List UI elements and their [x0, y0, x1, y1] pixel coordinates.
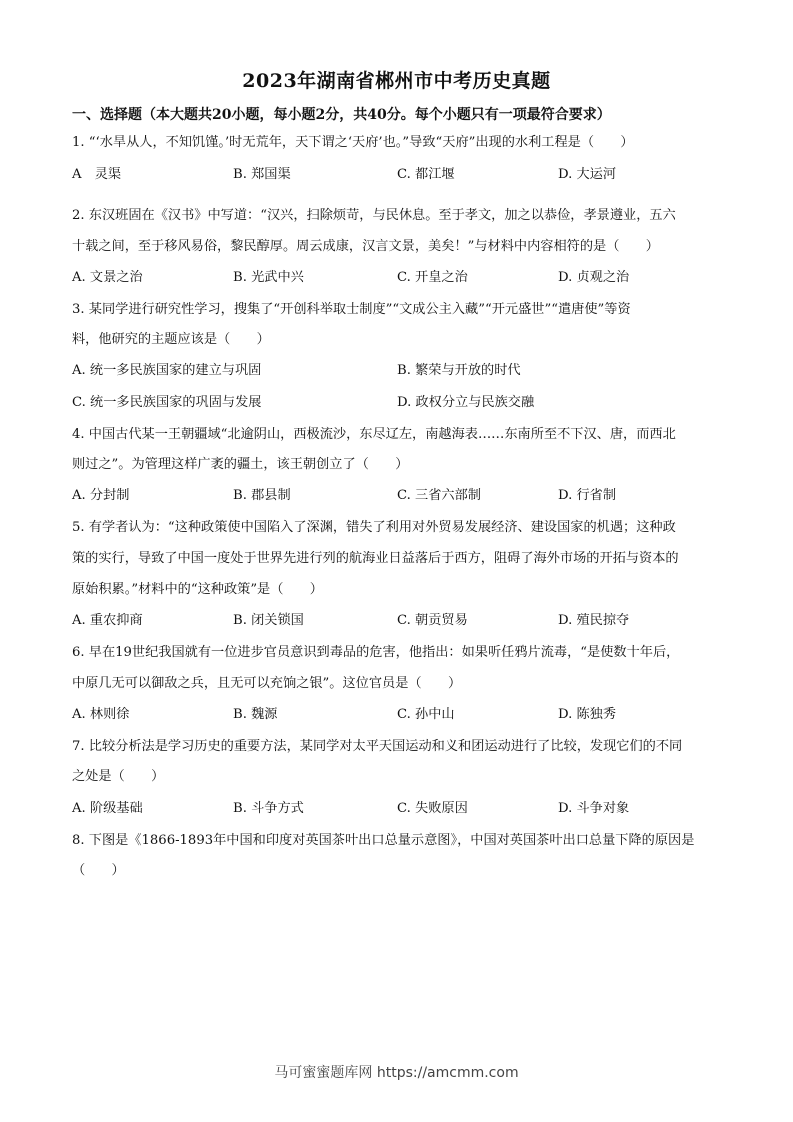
option-b: B. 繁荣与开放的时代 — [397, 363, 521, 378]
question-6-line-2: 中原几无可以御敌之兵，且无可以充饷之银”。这位官员是（ ） — [72, 676, 462, 691]
page-title: 2023年湖南省郴州市中考历史真题 — [242, 70, 551, 92]
question-3-options-row-2 — [72, 393, 732, 413]
option-c: C. 统一多民族国家的巩固与发展 — [72, 395, 262, 410]
section-heading: 一、选择题（本大题共20小题，每小题2分，共40分。每个小题只有一项最符合要求） — [72, 107, 611, 123]
option-b: B. 闭关锁国 — [233, 613, 304, 628]
option-b: B. 郡县制 — [233, 488, 291, 503]
question-4-line-1: 4. 中国古代某一王朝疆域“北逾阴山，西极流沙，东尽辽左，南越海表……东南所至不下汉、唐，而西北 — [72, 427, 676, 442]
question-4-line-2: 则过之”。为管理这样广袤的疆土，该王朝创立了（ ） — [72, 457, 409, 472]
question-7-line-2: 之处是（ ） — [72, 769, 165, 784]
question-2-line-2: 十载之间，至于移风易俗，黎民醇厚。周云成康，汉言文景，美矣！”与材料中内容相符的是（ ） — [72, 239, 659, 254]
question-1-options — [72, 165, 732, 185]
option-a: A. 分封制 — [72, 488, 130, 503]
question-8-line-2: （ ） — [72, 863, 125, 878]
option-b: B. 郑国渠 — [233, 167, 291, 182]
option-d: D. 贞观之治 — [558, 270, 630, 285]
option-a: A. 阶级基础 — [72, 801, 143, 816]
option-c: C. 失败原因 — [397, 801, 468, 816]
option-b: B. 魏源 — [233, 707, 278, 722]
question-3-line-2: 料，他研究的主题应该是（ ） — [72, 332, 270, 347]
option-a: A. 林则徐 — [72, 707, 130, 722]
option-b: B. 光武中兴 — [233, 270, 304, 285]
question-2-line-1: 2. 东汉班固在《汉书》中写道：“汉兴，扫除烦苛，与民休息。至于孝文，加之以恭俭，孝景遵业，五六 — [72, 208, 676, 223]
question-5-line-2: 策的实行，导致了中国一度处于世界先进行列的航海业日益落后于西方，阻碍了海外市场的开拓与资本的 — [72, 551, 679, 566]
option-a: A 灵渠 — [72, 167, 122, 182]
option-b: B. 斗争方式 — [233, 801, 304, 816]
option-a: A. 重农抑商 — [72, 613, 143, 628]
option-d: D. 陈独秀 — [558, 707, 617, 722]
option-c: C. 三省六部制 — [397, 488, 481, 503]
option-a: A. 文景之治 — [72, 270, 143, 285]
option-c: C. 都江堰 — [397, 167, 455, 182]
option-d: D. 殖民掠夺 — [558, 613, 630, 628]
option-d: D. 政权分立与民族交融 — [397, 395, 535, 410]
question-3-line-1: 3. 某同学进行研究性学习，搜集了“开创科举取士制度”“文成公主入藏”“开元盛世”“遣唐使”等资 — [72, 302, 631, 317]
option-c: C. 开皇之治 — [397, 270, 468, 285]
question-2-options — [72, 268, 732, 288]
option-d: D. 行省制 — [558, 488, 617, 503]
question-3-options-row-1 — [72, 361, 732, 381]
question-5-options — [72, 611, 732, 631]
question-6-line-1: 6. 早在19世纪我国就有一位进步官员意识到毒品的危害，他指出：如果听任鸦片流毒，“是使数十年后， — [72, 645, 680, 660]
question-7-line-1: 7. 比较分析法是学习历史的重要方法，某同学对太平天国运动和义和团运动进行了比较，发现它们的不同 — [72, 739, 683, 754]
question-5-line-1: 5. 有学者认为：“这种政策使中国陷入了深渊，错失了利用对外贸易发展经济、建设国家的机遇；这种政 — [72, 520, 676, 535]
question-8-line-1: 8. 下图是《1866-1893年中国和印度对英国茶叶出口总量示意图》，中国对英国茶叶出口总量下降的原因是 — [72, 833, 695, 848]
question-4-options — [72, 486, 732, 506]
question-5-line-3: 原始积累。”材料中的“这种政策”是（ ） — [72, 582, 323, 597]
question-6-options — [72, 705, 732, 725]
option-c: C. 孙中山 — [397, 707, 455, 722]
option-d: D. 大运河 — [558, 167, 617, 182]
question-7-options — [72, 799, 732, 819]
option-d: D. 斗争对象 — [558, 801, 630, 816]
footer-watermark: 马可蜜蜜题库网 https://amcmm.com — [274, 1065, 519, 1081]
question-1-line-1: 1. “‘水旱从人，不知饥馑。’时无荒年，天下谓之‘天府’也。”导致“天府”出现的水利工程是（ ） — [72, 135, 634, 150]
option-a: A. 统一多民族国家的建立与巩固 — [72, 363, 262, 378]
option-c: C. 朝贡贸易 — [397, 613, 468, 628]
